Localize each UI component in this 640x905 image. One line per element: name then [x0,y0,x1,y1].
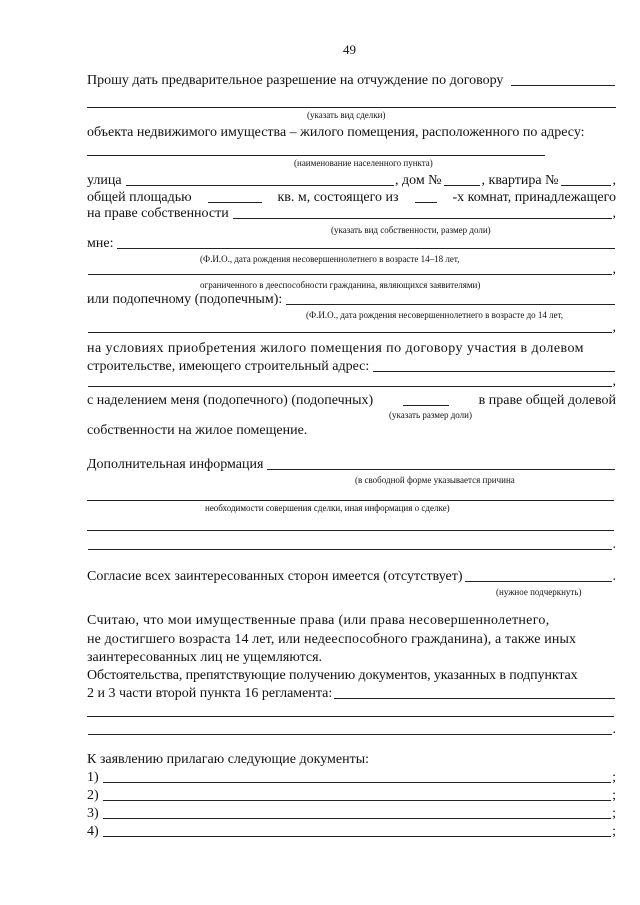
ward-field[interactable] [286,292,615,305]
ownership-row [87,206,616,222]
note-minor-under14: (Ф.И.О., дата рождения несовершеннолетнего в возрасте до 14 лет, [306,310,564,320]
page-number: 49 [343,42,356,57]
additional-field-4[interactable] [88,537,612,550]
comma-2: , [612,206,616,221]
comma-5: , [612,374,616,389]
attachment-field-3[interactable] [103,806,611,819]
house-label: , дом № [394,173,442,188]
attachment-number: 4) [87,824,99,839]
request-text: Прошу дать предварительное разрешение на отчуждение по договору [87,73,504,88]
additional-line-3[interactable] [87,530,614,531]
area-field[interactable] [208,190,262,203]
rooms-label: -х комнат, принадлежащего [452,190,616,205]
obstacles-row [87,686,616,702]
deal-type-field[interactable] [511,73,615,86]
semicolon-4: ; [612,824,616,839]
me-label: мне: [87,236,114,251]
street-label: улица [87,173,122,188]
obstacles-field[interactable] [334,686,615,699]
conditions-line1: на условиях приобретения жилого помещения по договору участия в долевом [87,341,584,356]
additional-row [87,457,616,473]
comma-4: , [612,320,616,335]
comma-3: , [612,262,616,277]
ward-row-2 [87,320,616,336]
attachments-label: К заявлению прилагаю следующие документы: [87,752,370,767]
obstacles-line1: Обстоятельства, препятствующие получению документов, указанных в подпунктах [87,668,578,683]
note-minor-14-18: (Ф.И.О., дата рождения несовершеннолетнего в возрасте 14–18 лет, [200,254,460,264]
object-text: объекта недвижимого имущества – жилого помещения, расположенного по адресу: [87,125,585,140]
note-ownership: (указать вид собственности, размер доли) [331,225,491,235]
street-row [87,173,616,189]
note-necessity: необходимости совершения сделки, иная информация о сделке) [205,503,450,513]
obstacles-field-3[interactable] [88,722,612,735]
building-address-field-2[interactable] [88,374,612,387]
attachment-row-1 [87,770,616,786]
me-field-2[interactable] [88,262,612,275]
note-deal: (указать вид сделки) [307,110,386,120]
rights-line2: не достигшего возраста 14 лет, или недееспособного гражданина), а также иных [87,632,577,647]
deal-type-line[interactable] [87,107,616,108]
dot-2: . [612,569,616,584]
ward-label: или подопечному (подопечным): [87,292,283,307]
house-field[interactable] [444,173,480,186]
share-line-b: в праве общей долевой [478,393,616,408]
dot-1: . [612,537,616,552]
note-underline: (нужное подчеркнуть) [496,587,582,597]
note-locality: (наименование населенного пункта) [294,158,433,168]
me-row-2 [87,262,616,278]
conditions-row [87,359,616,375]
obstacles-line-2[interactable] [87,716,614,717]
me-row [87,236,616,252]
obstacles-line2: 2 и 3 части второй пункта 16 регламента: [87,686,333,701]
area-label: общей площадью [87,190,192,205]
consent-row [87,569,616,585]
attachment-field-4[interactable] [103,824,611,837]
semicolon-3: ; [612,806,616,821]
note-share: (указать размер доли) [389,410,472,420]
additional-line-2[interactable] [87,500,614,501]
attachment-number: 3) [87,806,99,821]
additional-field[interactable] [267,457,615,470]
rooms-field[interactable] [415,190,437,203]
rights-line1: Считаю, что мои имущественные права (или права несовершеннолетнего, [87,613,550,628]
me-field[interactable] [117,236,615,249]
ownership-label: на праве собственности [87,206,229,221]
request-row [87,73,616,89]
area-row [87,190,616,206]
sqm-label: кв. м, состоящего из [277,190,399,205]
obstacles-row-3 [87,722,616,738]
conditions-row-2 [87,374,616,390]
locality-line[interactable] [87,155,545,156]
ward-field-2[interactable] [88,320,612,333]
consent-field[interactable] [465,569,612,582]
semicolon-1: ; [612,770,616,785]
note-limited: ограниченного в дееспособности гражданина, являющихся заявителями) [200,280,481,290]
attachment-number: 2) [87,788,99,803]
consent-text: Согласие всех заинтересованных сторон имеется (отсутствует) [87,569,463,584]
semicolon-2: ; [612,788,616,803]
conditions-line2: строительстве, имеющего строительный адрес: [87,359,370,374]
comma-1: , [612,173,616,188]
apartment-field[interactable] [561,173,611,186]
rights-line3: заинтересованных лиц не ущемляются. [87,650,323,665]
building-address-field[interactable] [373,359,615,372]
attachment-row-4 [87,824,616,840]
apartment-label: , квартира № [481,173,559,188]
attachment-field-1[interactable] [103,770,611,783]
street-field[interactable] [126,173,394,186]
share-line-a: с наделением меня (подопечного) (подопечных) [87,393,374,408]
dot-3: . [612,722,616,737]
attachment-number: 1) [87,770,99,785]
attachment-row-2 [87,788,616,804]
additional-row-4 [87,537,616,553]
share-line2: собственности на жилое помещение. [87,423,308,438]
note-free-form: (в свободной форме указывается причина [355,475,515,485]
attachment-row-3 [87,806,616,822]
additional-label: Дополнительная информация [87,457,264,472]
attachment-field-2[interactable] [103,788,611,801]
share-size-field[interactable] [403,393,449,406]
ownership-field[interactable] [233,206,612,219]
share-row [87,393,616,409]
ward-row [87,292,616,308]
